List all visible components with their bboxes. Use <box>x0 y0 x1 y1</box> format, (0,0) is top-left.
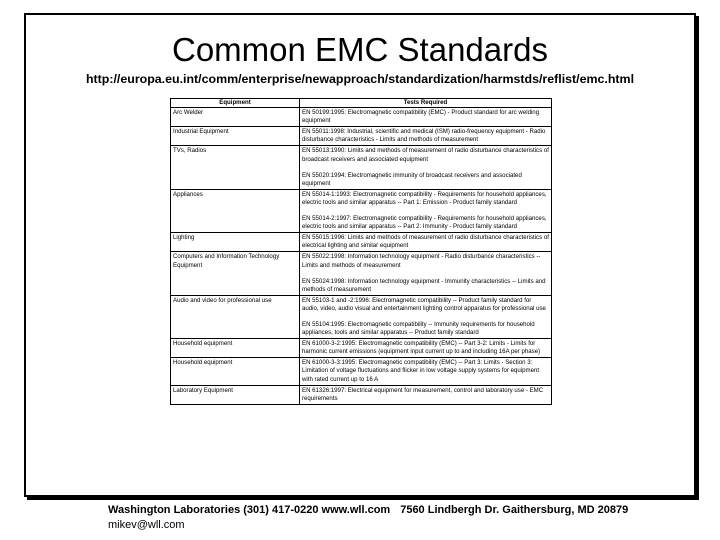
table-row <box>171 252 552 295</box>
table-row <box>171 146 552 189</box>
test-standard-text: EN 55104:1995: Electromagnetic compatibility -- Immunity requirements for household appliances, tools and similar apparatus -- Product family standard <box>302 320 535 337</box>
test-standard-text: EN 55013:1990: Limits and methods of measurement of radio disturbance characteristics of broadcast receivers and associated equipment <box>302 147 549 163</box>
test-standard-text: EN 55024:1998: Information technology equipment - Immunity characteristics -- Limits and methods of measurement <box>302 277 546 293</box>
tests-cell <box>300 233 552 252</box>
tests-cell <box>300 127 552 146</box>
tests-cell <box>300 146 552 189</box>
equipment-cell: Computers and Information Technology Equipment <box>171 252 300 295</box>
tests-cell <box>300 108 552 127</box>
tests-cell <box>300 385 552 404</box>
equipment-cell: Industrial Equipment <box>171 127 300 146</box>
table-header-row <box>171 99 552 108</box>
tests-cell <box>300 252 552 295</box>
test-standard-text: EN 55014-2:1997: Electromagnetic compatibility - Requirements for household appliances, electric tools and similar apparatus -- Part 2: Immunity - Product family standard <box>302 215 547 231</box>
tests-cell <box>300 189 552 232</box>
test-standard-text: EN 55014-1:1993: Electromagnetic compatibility - Requirements for household appliances, electric tools and similar apparatus -- Part 1: Emission - Product family standard <box>302 190 547 206</box>
test-standard-text: EN 61326:1997: Electrical equipment for measurement, control and laboratory use - EMC requirements <box>302 386 544 402</box>
reference-url: http://europa.eu.int/comm/enterprise/newapproach/standardization/harmstds/reflist/emc.html <box>85 72 635 86</box>
equipment-cell: Audio and video for professional use <box>171 295 300 338</box>
test-standard-text: EN 55011:1998: Industrial, scientific and medical (ISM) radio-frequency equipment - Radio disturbance characteristics - Limits and methods of measurement <box>302 128 546 144</box>
equipment-cell: Household equipment <box>171 358 300 385</box>
test-standard-text: EN 55103-1 and -2:1996: Electromagnetic compatibility -- Product family standard for audio, video, audio visual and entertainment lighting control apparatus for professional use <box>302 296 546 312</box>
test-standard-text: EN 55020:1994: Electromagnetic immunity of broadcast receivers and associated equipment <box>302 171 522 187</box>
footer-line <box>108 504 628 516</box>
equipment-column-header: Equipment <box>171 99 300 108</box>
footer-address: 7560 Lindbergh Dr. Gaithersburg, MD 20879 <box>400 504 629 516</box>
equipment-cell: Appliances <box>171 189 300 232</box>
tests-cell <box>300 339 552 358</box>
table-row <box>171 233 552 252</box>
test-standard-text: EN 55022:1998: Information technology equipment - Radio disturbance characteristics -- Limits and methods of measurement <box>302 253 541 269</box>
table-row <box>171 385 552 404</box>
equipment-cell: TVs, Radios <box>171 146 300 189</box>
slide-title: Common EMC Standards <box>172 31 548 68</box>
footer-company: Washington Laboratories (301) 417-0220 www.wll.com <box>108 504 391 516</box>
table-row <box>171 295 552 338</box>
test-standard-text: EN 50199:1995: Electromagnetic compatibility (EMC) - Product standard for arc welding equipment <box>302 109 540 125</box>
equipment-cell: Lighting <box>171 233 300 252</box>
tests-cell <box>300 295 552 338</box>
standards-table-container <box>170 98 551 405</box>
tests-cell <box>300 358 552 385</box>
standards-table <box>170 98 552 405</box>
equipment-cell: Arc Welder <box>171 108 300 127</box>
table-row <box>171 358 552 385</box>
table-row <box>171 189 552 232</box>
tests-column-header: Tests Required <box>300 99 552 108</box>
table-row <box>171 339 552 358</box>
test-standard-text: EN 55015:1996: Limits and methods of measurement of radio disturbance characteristics of electrical lighting and similar equipment <box>302 234 549 250</box>
test-standard-text: EN 61000-3-3:1995: Electromagnetic compatibility (EMC) -- Part 3: Limits - Section 3: Limitation of voltage fluctuations and flicker in low voltage supply systems for equipment with rated current up to 16 A <box>302 359 540 383</box>
test-standard-text: EN 61000-3-2:1995: Electromagnetic compatibility (EMC) -- Part 3-2: Limits - Limits for harmonic current emissions (equipment input current up to and including 16A per phase) <box>302 340 541 356</box>
equipment-cell: Laboratory Equipment <box>171 385 300 404</box>
equipment-cell: Household equipment <box>171 339 300 358</box>
table-body <box>171 108 552 405</box>
table-row <box>171 108 552 127</box>
table-row <box>171 127 552 146</box>
footer-email: mikev@wll.com <box>108 519 185 531</box>
